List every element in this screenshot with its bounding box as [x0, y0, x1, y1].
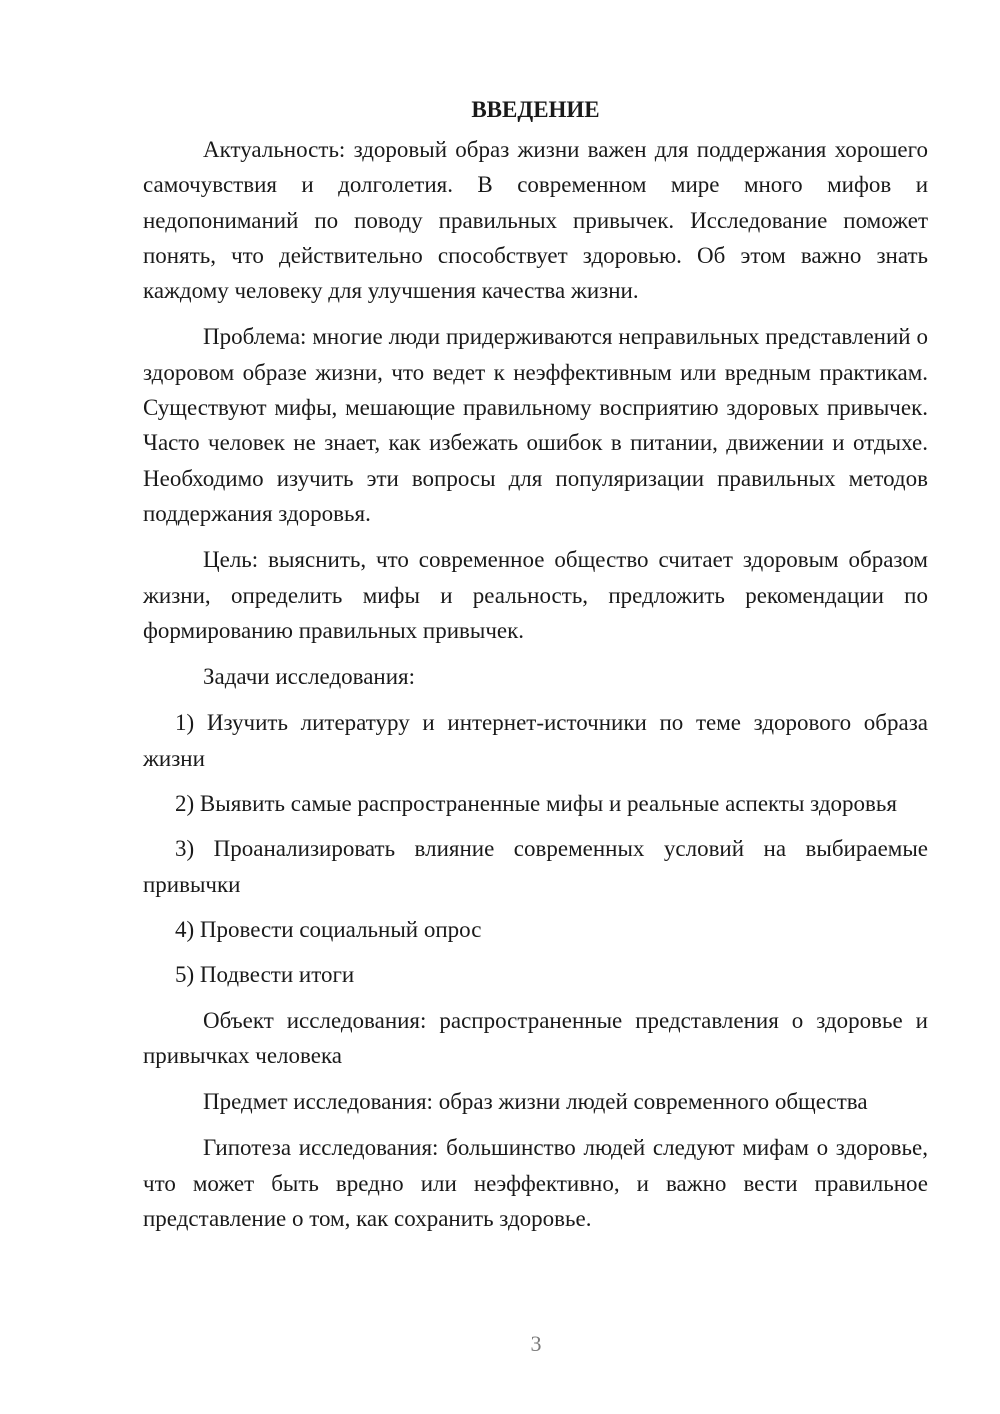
- task-item-3: 3) Проанализировать влияние современных условий на выбираемые привычки: [143, 836, 928, 897]
- relevance-paragraph: Актуальность: здоровый образ жизни важен для поддержания хорошего самочувствия и долголетия. В современном мире много мифов и недопониманий по поводу правильных привычек. Исследование поможет понять, что действительно способствует здоровью. Об этом важно знать каждому человеку для улучшения качества жизни.: [143, 137, 928, 304]
- page-number: 3: [530, 1331, 542, 1356]
- task-item-5: 5) Подвести итоги: [175, 962, 355, 988]
- hypothesis-paragraph: Гипотеза исследования: большинство людей следуют мифам о здоровье, что может быть вредно или неэффективно, и важно вести правильное представление о том, как сохранить здоровье.: [143, 1135, 928, 1232]
- tasks-heading: Задачи исследования:: [203, 664, 416, 690]
- goal-paragraph: Цель: выяснить, что современное общество считает здоровым образом жизни, определить мифы и реальность, предложить рекомендации по формированию правильных привычек.: [143, 547, 928, 643]
- problem-paragraph: Проблема: многие люди придерживаются неправильных представлений о здоровом образе жизни, что ведет к неэффективным или вредным практикам. Существуют мифы, мешающие правильному восприятию здоровых привычек. Часто человек не знает, как избежать ошибок в питании, движении и отдыхе. Необходимо изучить эти вопросы для популяризации правильных методов поддержания здоровья.: [143, 324, 928, 526]
- document-page: [143, 92, 928, 1247]
- task-item-2: 2) Выявить самые распространенные мифы и реальные аспекты здоровья: [175, 791, 897, 817]
- section-title: ВВЕДЕНИЕ: [471, 97, 600, 122]
- object-paragraph: Объект исследования: распространенные представления о здоровье и привычках человека: [143, 1007, 928, 1068]
- subject-paragraph: Предмет исследования: образ жизни людей современного общества: [203, 1089, 868, 1115]
- task-item-4: 4) Провести социальный опрос: [175, 916, 482, 942]
- task-item-1: 1) Изучить литературу и интернет-источники по теме здорового образа жизни: [143, 710, 928, 771]
